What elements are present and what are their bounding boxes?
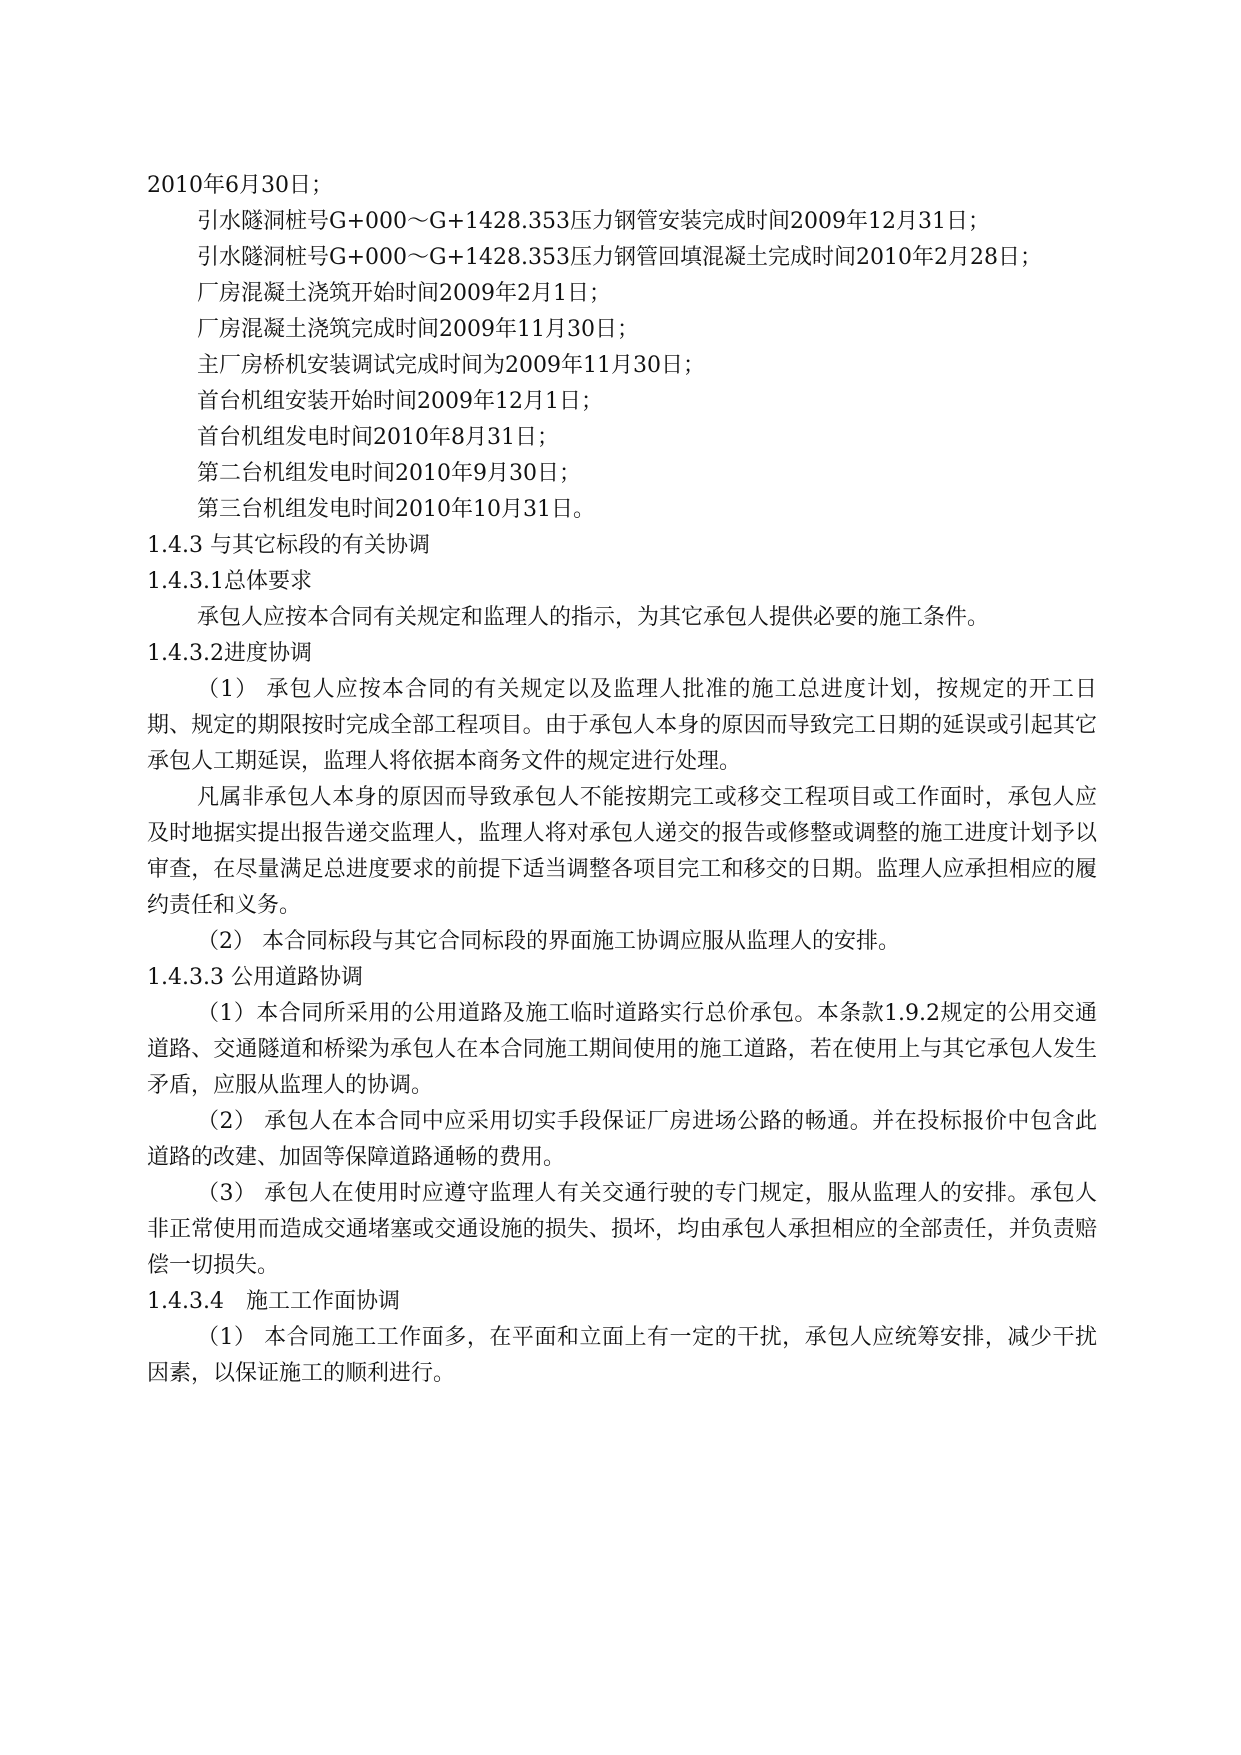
paragraph: 凡属非承包人本身的原因而导致承包人不能按期完工或移交工程项目或工作面时，承包人应及时地据实提出报告递交监理人，监理人将对承包人递交的报告或修整或调整的施工进度计划予以审查，在尽量满足总进度要求的前提下适当调整各项目完工和移交的日期。监理人应承担相应的履约责任和义务。 bbox=[147, 785, 1097, 918]
schedule-item: 引水隧洞桩号G+000～G+1428.353压力钢管安装完成时间2009年12月31日； bbox=[197, 209, 990, 234]
subsection-heading: 1.4.3.3 公用道路协调 bbox=[147, 965, 363, 990]
paragraph: （2） 本合同标段与其它合同标段的界面施工协调应服从监理人的安排。 bbox=[197, 929, 900, 954]
paragraph: 承包人应按本合同有关规定和监理人的指示，为其它承包人提供必要的施工条件。 bbox=[197, 605, 990, 630]
schedule-item: 厂房混凝土浇筑开始时间2009年2月1日； bbox=[197, 281, 611, 306]
paragraph: （1）本合同所采用的公用道路及施工临时道路实行总价承包。本条款1.9.2规定的公用交通道路、交通隧道和桥梁为承包人在本合同施工期间使用的施工道路，若在使用上与其它承包人发生矛盾，应服从监理人的协调。 bbox=[147, 1001, 1097, 1098]
schedule-item: 引水隧洞桩号G+000～G+1428.353压力钢管回填混凝土完成时间2010年2月28日； bbox=[197, 245, 1042, 270]
schedule-item: 首台机组安装开始时间2009年12月1日； bbox=[197, 389, 603, 414]
text-line: 2010年6月30日； bbox=[147, 173, 333, 198]
document-page bbox=[147, 168, 1097, 1392]
subsection-heading: 1.4.3.2进度协调 bbox=[147, 641, 312, 666]
schedule-item: 首台机组发电时间2010年8月31日； bbox=[197, 425, 559, 450]
paragraph: （2） 承包人在本合同中应采用切实手段保证厂房进场公路的畅通。并在投标报价中包含此道路的改建、加固等保障道路通畅的费用。 bbox=[147, 1109, 1097, 1170]
paragraph: （3） 承包人在使用时应遵守监理人有关交通行驶的专门规定，服从监理人的安排。承包人非正常使用而造成交通堵塞或交通设施的损失、损坏，均由承包人承担相应的全部责任，并负责赔偿一切损失。 bbox=[147, 1181, 1097, 1278]
subsection-heading: 1.4.3.4 施工工作面协调 bbox=[147, 1289, 400, 1314]
schedule-item: 主厂房桥机安装调试完成时间为2009年11月30日； bbox=[197, 353, 705, 378]
schedule-item: 第二台机组发电时间2010年9月30日； bbox=[197, 461, 581, 486]
schedule-item: 第三台机组发电时间2010年10月31日。 bbox=[197, 497, 595, 522]
section-heading: 1.4.3 与其它标段的有关协调 bbox=[147, 533, 430, 558]
schedule-item: 厂房混凝土浇筑完成时间2009年11月30日； bbox=[197, 317, 639, 342]
paragraph: （1） 本合同施工工作面多，在平面和立面上有一定的干扰，承包人应统筹安排，减少干扰因素，以保证施工的顺利进行。 bbox=[147, 1325, 1097, 1386]
paragraph: （1） 承包人应按本合同的有关规定以及监理人批准的施工总进度计划，按规定的开工日期、规定的期限按时完成全部工程项目。由于承包人本身的原因而导致完工日期的延误或引起其它承包人工期延误，监理人将依据本商务文件的规定进行处理。 bbox=[147, 677, 1097, 774]
subsection-heading: 1.4.3.1总体要求 bbox=[147, 569, 312, 594]
